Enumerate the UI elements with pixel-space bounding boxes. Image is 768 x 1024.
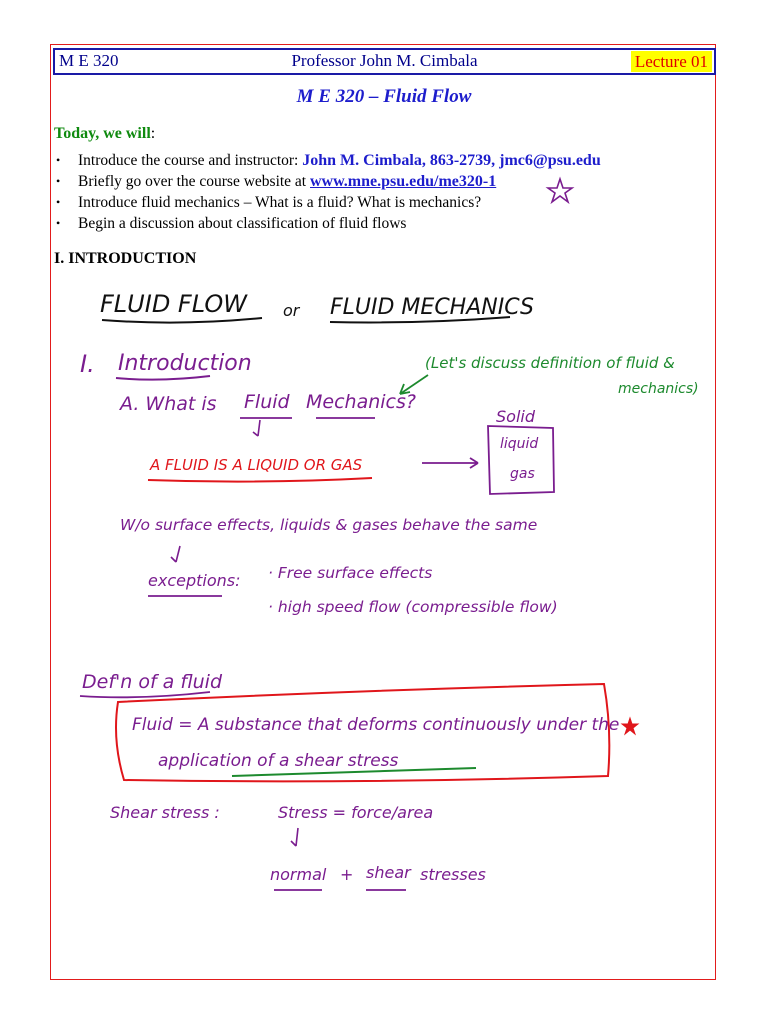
instructor-contact: John M. Cimbala, 863-2739, jmc6@psu.edu xyxy=(302,152,601,169)
course-website-link[interactable]: www.mne.psu.edu/me320-1 xyxy=(310,173,497,190)
hw-wo-surface: W/o surface effects, liquids & gases behave the same xyxy=(120,516,538,534)
hw-exceptions: exceptions: xyxy=(148,571,241,590)
hw-note-line1: (Let's discuss definition of fluid & xyxy=(425,354,675,372)
bullet-text: Begin a discussion about classification of fluid flows xyxy=(78,215,407,232)
section-heading: I. INTRODUCTION xyxy=(54,250,197,267)
hw-fluid-flow: FLUID FLOW xyxy=(100,290,247,318)
arrow-to-box xyxy=(422,458,478,468)
hw-box-gas: gas xyxy=(510,466,535,482)
hw-fluid-is: A FLUID IS A LIQUID OR GAS xyxy=(150,456,363,474)
hw-fluid-mechanics: FLUID MECHANICS xyxy=(330,295,534,320)
hw-normal: normal xyxy=(270,865,327,884)
today-label: Today, we will xyxy=(54,125,151,142)
hw-def-line1: Fluid = A substance that deforms continuously under the xyxy=(132,715,620,735)
hw-exception-1: · Free surface effects xyxy=(268,564,433,582)
hw-def-heading: Def'n of a fluid xyxy=(82,671,223,693)
hw-box-liquid: liquid xyxy=(500,436,539,452)
page-title: M E 320 – Fluid Flow xyxy=(296,86,472,107)
hw-fluid-word: Fluid xyxy=(244,391,290,413)
hw-shear-stress: Shear stress : xyxy=(110,803,220,822)
hw-shear: shear xyxy=(366,863,411,882)
today-colon: : xyxy=(150,125,156,142)
hw-question-a: A. What is xyxy=(120,393,217,415)
bullet-text: Briefly go over the course website at xyxy=(78,173,310,190)
hw-intro-word: Introduction xyxy=(118,351,252,376)
hw-box-solid: Solid xyxy=(496,407,535,426)
lecture-badge: Lecture 01 xyxy=(631,51,712,72)
hw-exception-2: · high speed flow (compressible flow) xyxy=(268,598,558,616)
hw-def-line2: application of a shear stress xyxy=(158,751,399,771)
hw-stress-eq: Stress = force/area xyxy=(278,803,434,822)
course-code: M E 320 xyxy=(59,51,119,70)
bullet-text: Introduce fluid mechanics – What is a fluid? What is mechanics? xyxy=(78,194,482,211)
hw-stresses: stresses xyxy=(420,865,486,884)
hw-intro-roman: I. xyxy=(80,350,95,378)
red-star-icon xyxy=(622,718,638,734)
hw-or: or xyxy=(283,301,300,320)
star-icon xyxy=(548,179,572,202)
hw-mechanics-word: Mechanics? xyxy=(306,391,416,413)
bullet-text: Introduce the course and instructor: xyxy=(78,152,303,169)
hw-plus: + xyxy=(340,865,354,884)
professor-name: Professor John M. Cimbala xyxy=(291,51,478,70)
hw-note-line2: mechanics) xyxy=(618,381,699,397)
